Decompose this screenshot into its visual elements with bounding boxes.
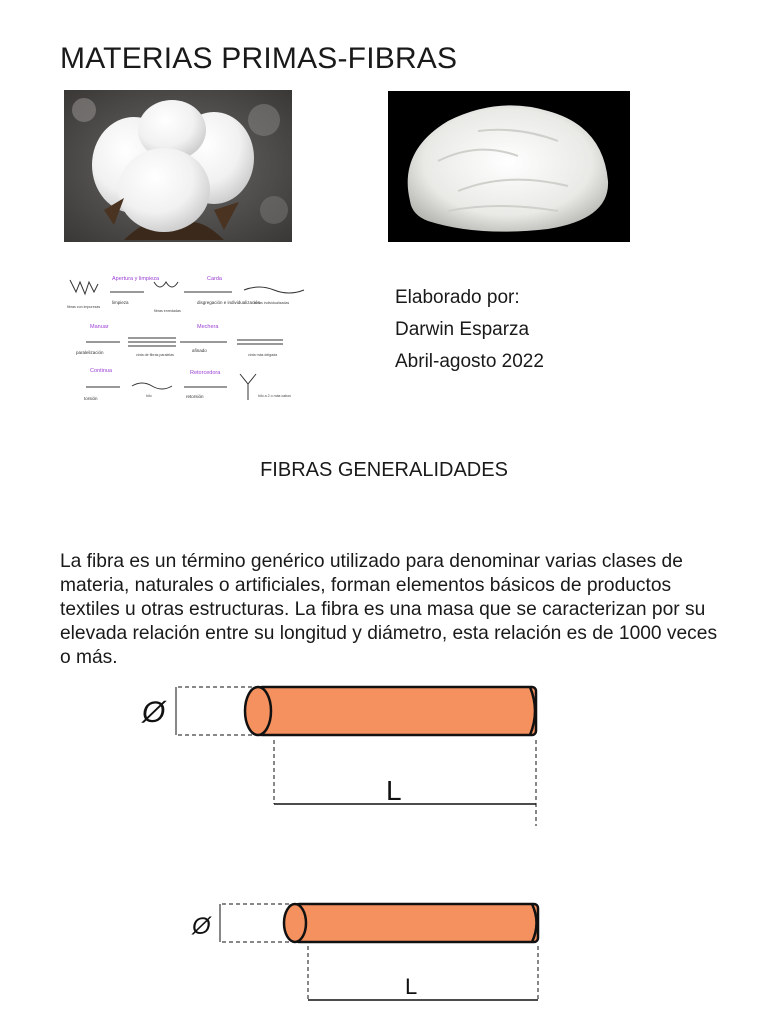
author-name: Darwin Esparza [395,319,530,340]
process-note: cinta de fibras paralelas [136,353,174,357]
synthetic-fiber-photo [388,91,630,242]
process-note: hilo a 2 o más cabos [258,394,291,398]
fiber-cylinder-body [295,904,538,942]
period-date: Abril-agosto 2022 [395,351,544,372]
step-label: Carda [207,276,222,282]
fiber-dimension-diagram-1 [130,676,570,836]
spinning-process-diagram [62,270,312,410]
credits-block [395,282,544,378]
sliver-icon [128,338,176,346]
fiber-cross-section [245,687,271,735]
fiber-cylinder-body [258,687,536,735]
thin-sliver-icon [237,340,283,344]
step-label: Apertura y limpieza [112,276,160,282]
yarn-icon [132,383,172,389]
length-symbol: L [405,974,418,999]
step-label: Retorcedora [190,370,221,376]
step-caption: disgregación e individualización [197,300,261,305]
length-symbol: L [386,775,402,806]
diameter-symbol: Ø [192,913,211,940]
definition-paragraph: La fibra es un término genérico utilizado para denominar varias clases de materia, naturales o artificiales, forman elementos básicos de productos textiles u otras estructuras. La fibra es una masa que se caracterizan por su elevada relación entre su longitud y diámetro, esta relación es de 1000 veces o más. [60,551,718,668]
fiber-cross-section [284,904,306,942]
diameter-symbol: Ø [142,696,166,729]
process-note: fibras individualizadas [254,301,290,305]
process-note: fibras enredadas [154,309,181,313]
tangled-fibers-icon [70,280,98,294]
cotton-boll-photo [64,90,292,242]
page-title: MATERIAS PRIMAS-FIBRAS [60,42,458,75]
step-caption: afinado [192,348,207,353]
credits-label: Elaborado por: [395,287,520,308]
step-caption: limpieza [112,300,129,305]
fiber-dimension-diagram-2 [180,890,560,1010]
section-heading: FIBRAS GENERALIDADES [260,459,508,481]
step-caption: torsión [84,396,98,401]
step-caption: paralelización [76,350,104,355]
step-label: Continua [90,368,113,374]
step-label: Manuar [90,324,109,330]
process-note: cinta más delgada [248,353,278,357]
step-caption: retorsión [186,394,204,399]
loose-fibers-icon [154,282,178,287]
plied-yarn-icon [240,374,256,400]
individual-fibers-icon [244,287,304,293]
step-label: Mechera [197,324,219,330]
process-note: hilo [146,394,152,398]
process-note: fibras con impurezas [67,305,101,309]
